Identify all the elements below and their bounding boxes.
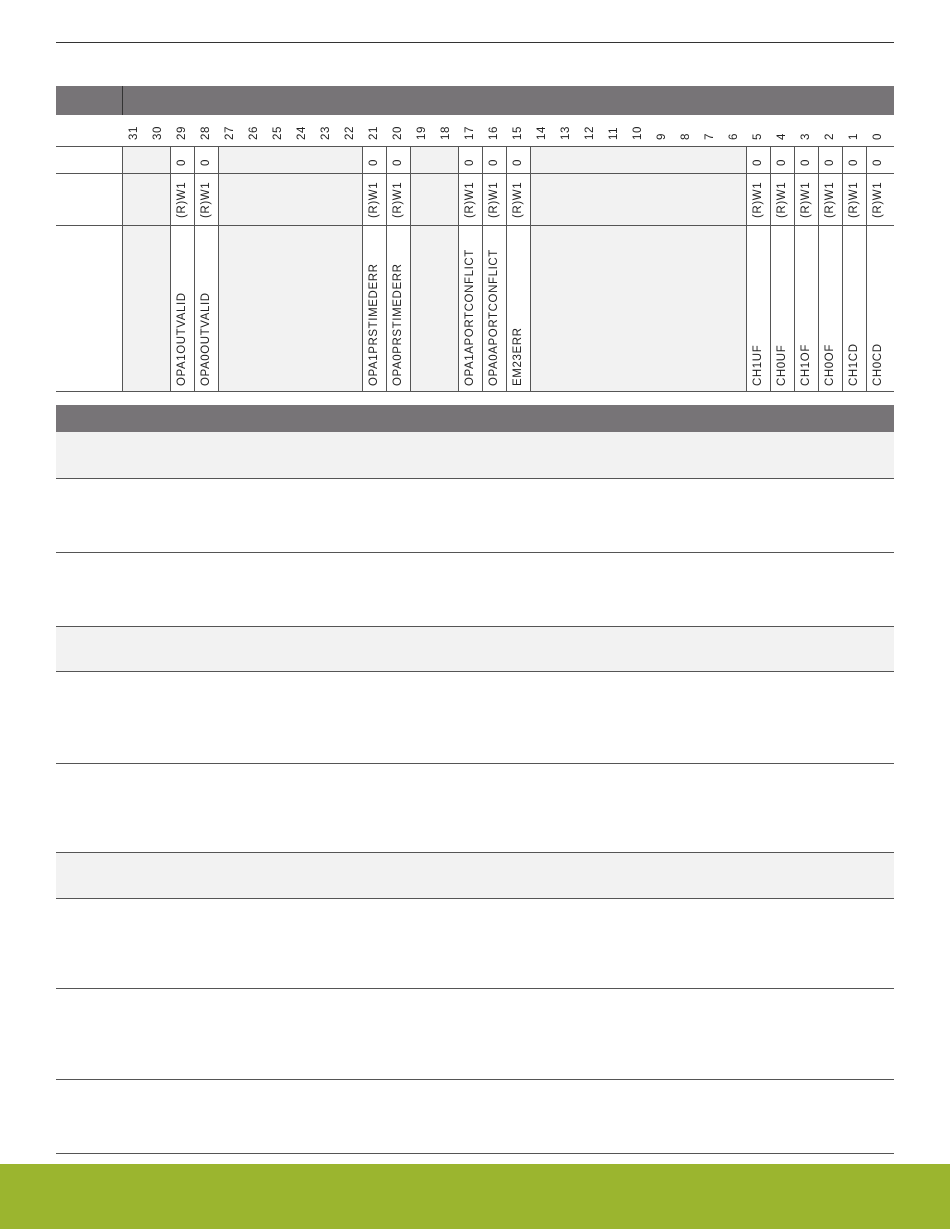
access-type: (R)W1 — [392, 181, 404, 218]
bit-number: 28 — [200, 126, 212, 140]
column-rule — [842, 146, 843, 391]
field-name: CH1OF — [800, 344, 812, 386]
bit-number: 26 — [248, 126, 260, 140]
bit-number: 30 — [152, 126, 164, 140]
reserved-bit-cell — [290, 146, 314, 391]
access-type: (R)W1 — [752, 181, 764, 218]
bit-number: 23 — [320, 126, 332, 140]
field-name: OPA1PRSTIMEDERR — [368, 263, 380, 386]
description-row — [56, 627, 894, 672]
column-rule — [458, 146, 459, 391]
field-name: CH0OF — [824, 344, 836, 386]
field-description-header — [56, 405, 894, 432]
description-row — [56, 853, 894, 899]
reset-value: 0 — [872, 159, 884, 166]
bit-number: 29 — [176, 126, 188, 140]
reserved-bit-cell — [122, 146, 146, 391]
description-row — [56, 553, 894, 627]
bit-number: 31 — [128, 126, 140, 140]
access-type: (R)W1 — [368, 181, 380, 218]
reset-value: 0 — [464, 159, 476, 166]
bit-number: 14 — [536, 126, 548, 140]
reserved-bit-cell — [626, 146, 650, 391]
bit-number: 22 — [344, 126, 356, 140]
field-name: CH0UF — [776, 344, 788, 386]
column-rule — [410, 146, 411, 391]
reset-value: 0 — [368, 159, 380, 166]
bit-number: 0 — [872, 133, 884, 140]
bit-number: 3 — [800, 133, 812, 140]
column-rule — [530, 146, 531, 391]
access-type: (R)W1 — [176, 181, 188, 218]
description-row — [56, 672, 894, 764]
bit-number: 12 — [584, 126, 596, 140]
reserved-bit-cell — [338, 146, 362, 391]
row-rule — [56, 173, 894, 174]
description-row — [56, 479, 894, 553]
reset-value: 0 — [776, 159, 788, 166]
row-rule — [56, 391, 894, 392]
column-rule — [794, 146, 795, 391]
reserved-bit-cell — [410, 146, 434, 391]
access-type: (R)W1 — [488, 181, 500, 218]
reset-value: 0 — [512, 159, 524, 166]
reserved-bit-cell — [530, 146, 554, 391]
column-rule — [386, 146, 387, 391]
access-type: (R)W1 — [776, 181, 788, 218]
bit-number: 16 — [488, 126, 500, 140]
bit-number: 19 — [416, 126, 428, 140]
reserved-bit-cell — [434, 146, 458, 391]
access-type: (R)W1 — [824, 181, 836, 218]
field-name: EM23ERR — [512, 327, 524, 386]
bit-number: 20 — [392, 126, 404, 140]
column-rule — [746, 146, 747, 391]
bit-number: 17 — [464, 126, 476, 140]
field-name: OPA0OUTVALID — [200, 292, 212, 386]
reset-value: 0 — [176, 159, 188, 166]
description-row — [56, 764, 894, 853]
reserved-bit-cell — [314, 146, 338, 391]
column-rule — [170, 146, 171, 391]
header-divider — [122, 86, 123, 115]
reserved-bit-cell — [722, 146, 746, 391]
column-rule — [770, 146, 771, 391]
reserved-bit-cell — [674, 146, 698, 391]
bit-number: 15 — [512, 126, 524, 140]
bit-number: 11 — [608, 126, 620, 140]
reserved-bit-cell — [578, 146, 602, 391]
field-name: CH1CD — [848, 343, 860, 386]
bit-number: 18 — [440, 126, 452, 140]
reset-value: 0 — [488, 159, 500, 166]
column-rule — [818, 146, 819, 391]
reset-value: 0 — [392, 159, 404, 166]
access-type: (R)W1 — [200, 181, 212, 218]
column-rule — [362, 146, 363, 391]
field-name: CH0CD — [872, 343, 884, 386]
row-rule — [56, 1153, 894, 1154]
field-name: OPA0PRSTIMEDERR — [392, 263, 404, 386]
reserved-bit-cell — [242, 146, 266, 391]
bit-number: 5 — [752, 133, 764, 140]
bit-number: 27 — [224, 126, 236, 140]
access-type: (R)W1 — [512, 181, 524, 218]
access-type: (R)W1 — [848, 181, 860, 218]
field-name: OPA1APORTCONFLICT — [464, 249, 476, 386]
reserved-bit-cell — [650, 146, 674, 391]
bit-number: 6 — [728, 133, 740, 140]
description-row — [56, 899, 894, 989]
top-rule — [56, 42, 894, 43]
access-type: (R)W1 — [800, 181, 812, 218]
access-type: (R)W1 — [872, 181, 884, 218]
bit-number: 13 — [560, 126, 572, 140]
reserved-bit-cell — [146, 146, 170, 391]
access-type: (R)W1 — [464, 181, 476, 218]
reset-value: 0 — [824, 159, 836, 166]
column-rule — [122, 146, 123, 391]
bit-number: 7 — [704, 133, 716, 140]
column-rule — [482, 146, 483, 391]
footer-band — [0, 1164, 950, 1229]
register-bit-table — [56, 115, 894, 391]
reset-value: 0 — [200, 159, 212, 166]
bit-number: 9 — [656, 133, 668, 140]
bit-number: 10 — [632, 126, 644, 140]
register-table-header — [56, 86, 894, 115]
column-rule — [194, 146, 195, 391]
reserved-bit-cell — [554, 146, 578, 391]
row-rule — [56, 225, 894, 226]
bit-number: 25 — [272, 126, 284, 140]
reset-value: 0 — [800, 159, 812, 166]
bit-number: 1 — [848, 133, 860, 140]
column-rule — [866, 146, 867, 391]
reserved-bit-cell — [698, 146, 722, 391]
description-row — [56, 432, 894, 479]
field-name: OPA1OUTVALID — [176, 292, 188, 386]
bit-number: 24 — [296, 126, 308, 140]
bit-number: 2 — [824, 133, 836, 140]
reserved-bit-cell — [266, 146, 290, 391]
column-rule — [506, 146, 507, 391]
bit-number: 21 — [368, 126, 380, 140]
reset-value: 0 — [848, 159, 860, 166]
field-description-table — [56, 432, 894, 1154]
reset-value: 0 — [752, 159, 764, 166]
column-rule — [218, 146, 219, 391]
reserved-bit-cell — [602, 146, 626, 391]
description-row — [56, 989, 894, 1080]
reserved-bit-cell — [218, 146, 242, 391]
row-rule — [56, 146, 894, 147]
description-row — [56, 1080, 894, 1154]
bit-number: 4 — [776, 133, 788, 140]
field-name: OPA0APORTCONFLICT — [488, 249, 500, 386]
field-name: CH1UF — [752, 344, 764, 386]
bit-number: 8 — [680, 133, 692, 140]
